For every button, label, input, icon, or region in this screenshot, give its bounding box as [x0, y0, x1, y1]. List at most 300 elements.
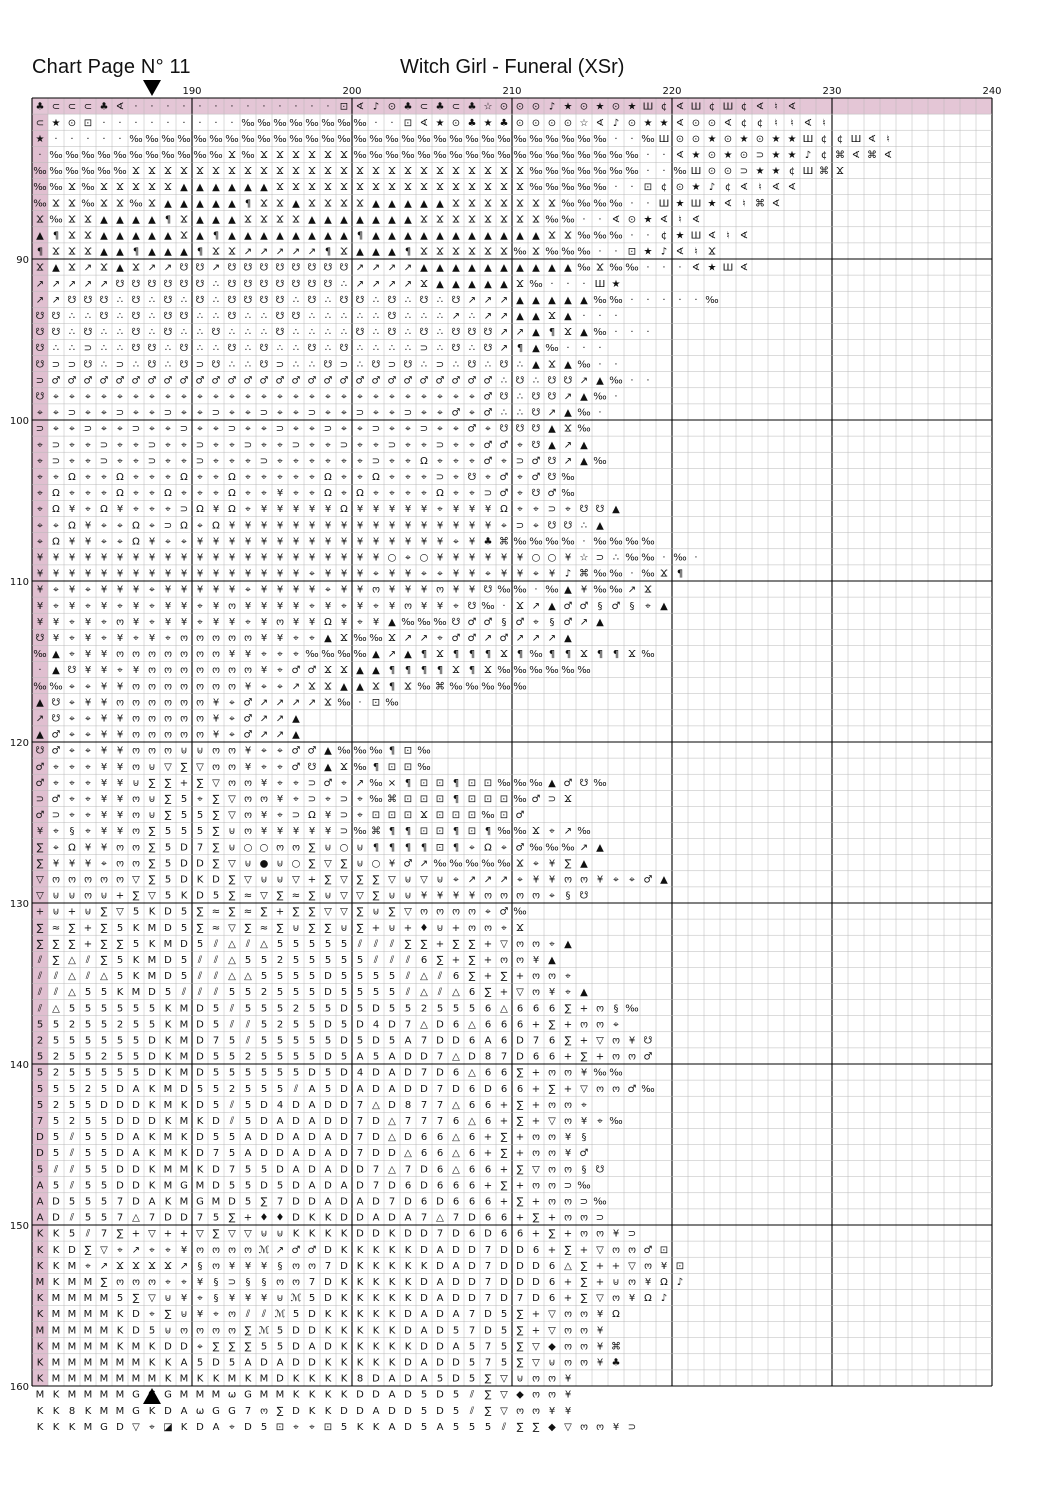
stitch-symbol: 5	[244, 1180, 252, 1192]
stitch-symbol: A	[148, 1196, 156, 1208]
stitch-symbol: 7	[404, 1164, 412, 1176]
stitch-symbol: ‰	[561, 471, 575, 483]
stitch-symbol: ‰	[481, 133, 495, 145]
stitch-symbol: M	[67, 1357, 77, 1369]
stitch-symbol: ⌖	[245, 423, 251, 435]
stitch-symbol: ☋	[419, 327, 429, 339]
stitch-symbol: ◪	[163, 1421, 173, 1433]
stitch-symbol: ⊍	[404, 874, 412, 886]
stitch-symbol: ⊃	[419, 423, 429, 435]
stitch-symbol: ⌖	[325, 455, 331, 467]
stitch-symbol: ⫽	[373, 938, 379, 950]
stitch-symbol: Ϫ	[212, 246, 220, 258]
stitch-symbol: 6	[548, 1276, 556, 1288]
stitch-symbol: Ϫ	[52, 246, 60, 258]
stitch-symbol: M	[67, 1260, 77, 1272]
stitch-symbol: ↗	[419, 632, 429, 644]
stitch-symbol: ⌖	[197, 471, 203, 483]
stitch-symbol: ♂	[307, 665, 317, 677]
stitch-symbol: ▽	[532, 1164, 540, 1176]
stitch-symbol: Ш	[690, 198, 702, 210]
stitch-symbol: ▲	[660, 600, 668, 612]
stitch-symbol: ⫽	[197, 971, 203, 983]
stitch-symbol: ↗	[403, 632, 413, 644]
stitch-symbol: D	[212, 1164, 220, 1176]
stitch-symbol: ¥	[324, 826, 332, 838]
stitch-symbol: ‰	[33, 681, 47, 693]
stitch-symbol: ო	[548, 1148, 556, 1160]
stitch-symbol: K	[340, 1228, 348, 1240]
stitch-symbol: ¶	[404, 842, 412, 854]
stitch-symbol: ¥	[52, 568, 60, 580]
stitch-symbol: D	[404, 1067, 412, 1079]
stitch-symbol: ☋	[355, 327, 365, 339]
stitch-symbol: ▲	[116, 262, 124, 274]
stitch-symbol: ♮	[742, 198, 746, 210]
stitch-symbol: ⊡	[659, 1244, 669, 1256]
stitch-symbol: ‰	[449, 149, 463, 161]
stitch-symbol: D	[180, 874, 188, 886]
stitch-symbol: 5	[292, 987, 300, 999]
stitch-symbol: D	[196, 1148, 204, 1160]
stitch-symbol: ‰	[545, 149, 559, 161]
stitch-symbol: Ϫ	[292, 182, 300, 194]
stitch-symbol: ⌖	[85, 407, 91, 419]
stitch-symbol: ო	[516, 954, 524, 966]
stitch-symbol: ‰	[33, 182, 47, 194]
stitch-symbol: ⌖	[133, 439, 139, 451]
stitch-symbol: ♂	[355, 375, 365, 387]
stitch-symbol: M	[83, 1309, 93, 1321]
stitch-symbol: ∴	[420, 310, 428, 322]
stitch-symbol: §	[501, 616, 507, 628]
stitch-symbol: §	[245, 1276, 251, 1288]
stitch-symbol: ო	[228, 632, 236, 644]
stitch-symbol: Ϫ	[436, 246, 444, 258]
stitch-symbol: 2	[100, 1051, 108, 1063]
stitch-symbol: ☋	[515, 423, 525, 435]
stitch-symbol: ∴	[292, 327, 300, 339]
stitch-symbol: +	[611, 1260, 621, 1272]
stitch-symbol: 5	[132, 1019, 140, 1031]
stitch-symbol: ⌖	[389, 391, 395, 403]
stitch-symbol: Ϫ	[292, 214, 300, 226]
stitch-symbol: ⌖	[37, 488, 43, 500]
stitch-symbol: ♂	[291, 761, 301, 773]
stitch-symbol: ☋	[163, 278, 173, 290]
stitch-symbol: ⫽	[69, 1212, 75, 1224]
stitch-symbol: ∴	[276, 343, 284, 355]
stitch-symbol: ↗	[259, 713, 269, 725]
stitch-symbol: ¥	[260, 810, 268, 822]
stitch-symbol: 6	[500, 1083, 508, 1095]
stitch-symbol: ¥	[660, 1260, 668, 1272]
stitch-symbol: ∴	[180, 327, 188, 339]
stitch-symbol: 6	[420, 954, 428, 966]
stitch-symbol: ⫽	[405, 971, 411, 983]
stitch-symbol: ‰	[529, 536, 543, 548]
stitch-symbol: ⌖	[53, 423, 59, 435]
stitch-symbol: ▲	[596, 520, 604, 532]
stitch-symbol: ⊡	[403, 793, 413, 805]
stitch-symbol: ¥	[36, 600, 44, 612]
stitch-symbol: D	[340, 1164, 348, 1176]
stitch-symbol: 5	[340, 1421, 348, 1433]
stitch-symbol: D	[372, 1389, 380, 1401]
stitch-symbol: +	[275, 906, 285, 918]
stitch-symbol: ⊍	[148, 793, 156, 805]
stitch-symbol: ‰	[513, 133, 527, 145]
stitch-symbol: ¥	[148, 632, 156, 644]
stitch-symbol: ▲	[212, 214, 220, 226]
stitch-symbol: ⌖	[37, 536, 43, 548]
stitch-symbol: +	[499, 1115, 509, 1127]
stitch-symbol: ∑	[228, 890, 236, 902]
stitch-symbol: ო	[132, 761, 140, 773]
stitch-symbol: ‰	[113, 166, 127, 178]
stitch-symbol: ∑	[468, 954, 476, 966]
stitch-symbol: ·	[326, 101, 330, 113]
stitch-symbol: K	[132, 954, 140, 966]
stitch-symbol: ო	[196, 697, 204, 709]
stitch-symbol: ‰	[577, 246, 591, 258]
stitch-symbol: ▲	[372, 230, 380, 242]
stitch-symbol: 5	[276, 1325, 284, 1337]
stitch-symbol: ▲	[388, 246, 396, 258]
stitch-symbol: ო	[132, 745, 140, 757]
stitch-symbol: ∴	[340, 327, 348, 339]
stitch-symbol: ♪	[660, 246, 668, 258]
stitch-symbol: ⌖	[53, 391, 59, 403]
pattern-title: Witch Girl - Funeral (XSr)	[400, 56, 625, 78]
stitch-symbol: ⌖	[133, 407, 139, 419]
stitch-symbol: ▽	[596, 1244, 604, 1256]
stitch-symbol: Ϫ	[340, 182, 348, 194]
stitch-symbol: K	[356, 1421, 364, 1433]
stitch-symbol: 5	[468, 1421, 476, 1433]
stitch-symbol: ¢	[836, 133, 844, 145]
stitch-symbol: ∑	[244, 1325, 252, 1337]
stitch-symbol: ▲	[500, 278, 508, 290]
stitch-symbol: +	[563, 1019, 573, 1031]
stitch-symbol: M	[67, 1293, 77, 1305]
stitch-symbol: M	[51, 1309, 61, 1321]
stitch-symbol: ☋	[195, 294, 205, 306]
stitch-symbol: ★	[755, 166, 765, 178]
stitch-symbol: 5	[500, 1341, 508, 1353]
stitch-symbol: ▲	[532, 343, 540, 355]
stitch-symbol: ⌖	[69, 729, 75, 741]
stitch-symbol: ¥	[260, 584, 268, 596]
stitch-symbol: ო	[644, 1260, 652, 1272]
stitch-symbol: Ш	[690, 101, 702, 113]
stitch-symbol: ‰	[561, 665, 575, 677]
stitch-symbol: K	[404, 1260, 412, 1272]
stitch-symbol: ‰	[49, 166, 63, 178]
stitch-symbol: ⌖	[421, 407, 427, 419]
stitch-symbol: Ϫ	[404, 182, 412, 194]
stitch-symbol: ∑	[68, 938, 76, 950]
stitch-symbol: ↗	[547, 632, 557, 644]
stitch-symbol: ▲	[180, 182, 188, 194]
stitch-symbol: ‰	[593, 584, 607, 596]
stitch-symbol: A	[356, 1051, 364, 1063]
stitch-symbol: ‰	[401, 616, 415, 628]
stitch-symbol: D	[276, 1373, 284, 1385]
stitch-symbol: D	[420, 1083, 428, 1095]
stitch-symbol: ☋	[531, 391, 541, 403]
stitch-symbol: ო	[164, 681, 172, 693]
stitch-symbol: ⊃	[435, 471, 445, 483]
stitch-symbol: 5	[468, 1373, 476, 1385]
stitch-symbol: ∴	[340, 278, 348, 290]
stitch-symbol: ⊃	[339, 359, 349, 371]
stitch-symbol: +	[499, 1196, 509, 1208]
stitch-symbol: ‰	[49, 149, 63, 161]
stitch-symbol: ⊙	[451, 117, 461, 129]
stitch-symbol: 5	[228, 1051, 236, 1063]
stitch-symbol: ♂	[643, 874, 653, 886]
stitch-symbol: 5	[164, 858, 172, 870]
stitch-symbol: Ω	[228, 488, 236, 500]
stitch-symbol: D	[196, 1051, 204, 1063]
stitch-symbol: ·	[310, 101, 314, 113]
stitch-symbol: M	[115, 1389, 125, 1401]
stitch-symbol: ⊍	[372, 906, 380, 918]
stitch-symbol: M	[67, 1309, 77, 1321]
stitch-symbol: A	[292, 1132, 300, 1144]
stitch-symbol: Ϫ	[180, 230, 188, 242]
stitch-symbol: ★	[611, 278, 621, 290]
stitch-symbol: ▲	[372, 649, 380, 661]
stitch-symbol: 5	[324, 938, 332, 950]
stitch-symbol: K	[164, 1115, 172, 1127]
stitch-symbol: ▲	[100, 230, 108, 242]
stitch-symbol: D	[180, 938, 188, 950]
stitch-symbol: K	[196, 1164, 204, 1176]
stitch-symbol: D	[228, 1196, 236, 1208]
stitch-symbol: ∑	[292, 906, 300, 918]
stitch-symbol: ¥	[548, 1405, 556, 1417]
stitch-symbol: ☋	[131, 327, 141, 339]
stitch-symbol: ∑	[308, 858, 316, 870]
stitch-symbol: ♂	[99, 375, 109, 387]
stitch-symbol: 5	[500, 1357, 508, 1369]
stitch-symbol: ⊙	[675, 182, 685, 194]
stitch-symbol: ¥	[548, 874, 556, 886]
stitch-symbol: Ϫ	[340, 761, 348, 773]
stitch-symbol: ☋	[307, 294, 317, 306]
stitch-symbol: ☋	[211, 327, 221, 339]
stitch-symbol: ‰	[513, 777, 527, 789]
stitch-symbol: ⌖	[101, 488, 107, 500]
stitch-symbol: ℳ	[274, 1309, 286, 1321]
stitch-symbol: ▲	[580, 987, 588, 999]
stitch-symbol: +	[531, 1067, 541, 1079]
stitch-symbol: Ϫ	[484, 166, 492, 178]
stitch-symbol: A	[36, 1196, 44, 1208]
stitch-symbol: 5	[292, 954, 300, 966]
stitch-symbol: ‰	[385, 697, 399, 709]
stitch-symbol: ⊍	[516, 1373, 524, 1385]
stitch-symbol: 7	[276, 1196, 284, 1208]
stitch-symbol: Ϫ	[532, 198, 540, 210]
stitch-symbol: ¥	[212, 713, 220, 725]
stitch-symbol: ∑	[340, 858, 348, 870]
stitch-symbol: ∑	[452, 938, 460, 950]
stitch-symbol: ∴	[324, 327, 332, 339]
stitch-symbol: K	[404, 1244, 412, 1256]
stitch-symbol: ▲	[596, 842, 604, 854]
stitch-symbol: ო	[244, 632, 252, 644]
stitch-symbol: ‰	[129, 149, 143, 161]
stitch-symbol: K	[132, 922, 140, 934]
stitch-symbol: ♂	[131, 375, 141, 387]
stitch-symbol: Ϫ	[164, 1260, 172, 1272]
stitch-symbol: 5	[260, 954, 268, 966]
stitch-symbol: M	[227, 1373, 237, 1385]
stitch-symbol: ⊡	[403, 810, 413, 822]
stitch-symbol: ¥	[116, 504, 124, 516]
stitch-symbol: ⌖	[549, 826, 555, 838]
stitch-symbol: ⌖	[453, 488, 459, 500]
stitch-symbol: ¥	[164, 584, 172, 596]
stitch-symbol: ⊙	[707, 166, 717, 178]
stitch-symbol: ∴	[340, 310, 348, 322]
stitch-symbol: ⊃	[515, 520, 525, 532]
stitch-symbol: ⌖	[293, 649, 299, 661]
column-label: 230	[822, 86, 842, 97]
stitch-symbol: ⌖	[373, 407, 379, 419]
stitch-symbol: ↗	[499, 294, 509, 306]
stitch-symbol: Ϫ	[116, 198, 124, 210]
stitch-symbol: ☋	[307, 761, 317, 773]
stitch-symbol: 5	[132, 1003, 140, 1015]
stitch-symbol: ¥	[500, 552, 508, 564]
stitch-symbol: ო	[612, 1293, 620, 1305]
stitch-symbol: ო	[580, 1309, 588, 1321]
stitch-symbol: ∑	[484, 987, 492, 999]
stitch-symbol: ¥	[84, 842, 92, 854]
stitch-symbol: ⫽	[405, 954, 411, 966]
stitch-symbol: ⌖	[261, 471, 267, 483]
stitch-symbol: ¶	[388, 826, 396, 838]
stitch-symbol: ∑	[196, 777, 204, 789]
stitch-symbol: ↗	[67, 278, 77, 290]
stitch-symbol: ‰	[609, 584, 623, 596]
stitch-symbol: ¶	[356, 230, 364, 242]
stitch-symbol: ♂	[243, 375, 253, 387]
row-label: 110	[9, 577, 29, 588]
stitch-symbol: ·	[582, 278, 586, 290]
stitch-symbol: ∢	[851, 149, 861, 161]
stitch-symbol: ·	[662, 552, 666, 564]
stitch-symbol: ¥	[484, 552, 492, 564]
stitch-symbol: ¥	[340, 568, 348, 580]
stitch-symbol: A	[420, 1325, 428, 1337]
stitch-symbol: Ϫ	[356, 182, 364, 194]
stitch-symbol: ¥	[388, 520, 396, 532]
stitch-symbol: ¥	[116, 729, 124, 741]
stitch-symbol: ⌖	[309, 1421, 315, 1433]
stitch-symbol: ⌖	[357, 423, 363, 435]
stitch-symbol: ო	[164, 697, 172, 709]
stitch-symbol: ო	[180, 1325, 188, 1337]
stitch-symbol: K	[372, 1276, 380, 1288]
stitch-symbol: ¥	[52, 552, 60, 564]
stitch-symbol: 6	[484, 1164, 492, 1176]
stitch-symbol: Ϫ	[228, 149, 236, 161]
stitch-symbol: +	[451, 954, 461, 966]
stitch-symbol: ⊃	[51, 455, 61, 467]
stitch-symbol: ¥	[36, 584, 44, 596]
stitch-symbol: ⌖	[117, 439, 123, 451]
stitch-symbol: ·	[278, 101, 282, 113]
stitch-symbol: ო	[132, 729, 140, 741]
stitch-symbol: D	[260, 1132, 268, 1144]
stitch-symbol: ⊍	[52, 906, 60, 918]
stitch-symbol: ○	[387, 552, 397, 564]
stitch-symbol: ☋	[323, 262, 333, 274]
stitch-symbol: 7	[484, 1260, 492, 1272]
stitch-symbol: 5	[212, 890, 220, 902]
stitch-symbol: ¶	[420, 842, 428, 854]
stitch-symbol: ∴	[260, 327, 268, 339]
stitch-symbol: ⌖	[245, 616, 251, 628]
stitch-symbol: ¶	[324, 246, 332, 258]
stitch-symbol: ☋	[499, 423, 509, 435]
stitch-symbol: ∴	[84, 310, 92, 322]
stitch-symbol: 5	[196, 1083, 204, 1095]
stitch-symbol: ‰	[529, 278, 543, 290]
stitch-symbol: ⌖	[277, 761, 283, 773]
stitch-symbol: A	[404, 1212, 412, 1224]
stitch-symbol: ☋	[51, 713, 61, 725]
stitch-symbol: ☋	[131, 278, 141, 290]
stitch-symbol: ‰	[545, 182, 559, 194]
stitch-symbol: Ϫ	[436, 166, 444, 178]
stitch-symbol: K	[36, 1244, 44, 1256]
stitch-symbol: ‰	[321, 649, 335, 661]
stitch-symbol: 7	[36, 1115, 44, 1127]
stitch-symbol: Ϫ	[52, 198, 60, 210]
stitch-symbol: 5	[292, 1309, 300, 1321]
stitch-symbol: Ϫ	[500, 214, 508, 226]
stitch-symbol: 5	[36, 1019, 44, 1031]
stitch-symbol: ↗	[99, 1260, 109, 1272]
stitch-symbol: ‰	[625, 552, 639, 564]
stitch-symbol: ო	[132, 681, 140, 693]
stitch-symbol: ⊃	[627, 1421, 637, 1433]
stitch-symbol: ▽	[244, 1228, 252, 1240]
stitch-symbol: ⌖	[533, 504, 539, 516]
stitch-symbol: ⌖	[485, 906, 491, 918]
stitch-symbol: K	[68, 1421, 76, 1433]
stitch-symbol: ¥	[68, 504, 76, 516]
stitch-symbol: M	[195, 1389, 205, 1401]
stitch-symbol: ‰	[705, 294, 719, 306]
stitch-symbol: K	[148, 1164, 156, 1176]
stitch-symbol: ო	[564, 1067, 572, 1079]
stitch-symbol: ¥	[180, 1293, 188, 1305]
stitch-symbol: ★	[771, 149, 781, 161]
stitch-symbol: K	[356, 1309, 364, 1321]
stitch-symbol: 7	[484, 1357, 492, 1369]
stitch-symbol: ▲	[564, 359, 572, 371]
stitch-symbol: M	[147, 954, 157, 966]
stitch-symbol: M	[115, 1373, 125, 1385]
stitch-symbol: D	[164, 906, 172, 918]
